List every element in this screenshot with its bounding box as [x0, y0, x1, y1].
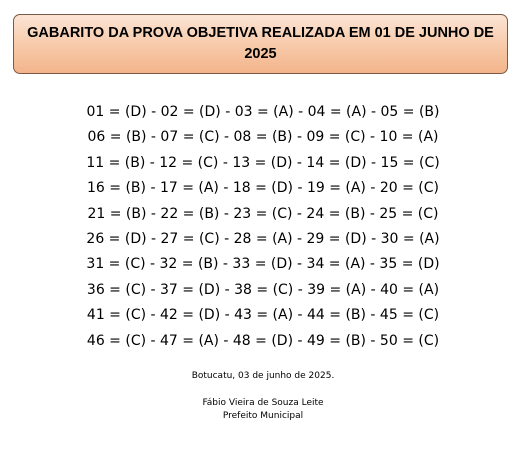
answer-key-list: [0, 100, 526, 354]
page-title: GABARITO DA PROVA OBJETIVA REALIZADA EM 01 DE JUNHO DE 2025: [27, 25, 494, 62]
place-date: Botucatu, 03 de junho de 2025.: [191, 371, 335, 381]
answer-row-46-50: 46 = (C) - 47 = (A) - 48 = (D) - 49 = (B) - 50 = (C): [86, 332, 440, 349]
answer-row-01-05: 01 = (D) - 02 = (D) - 03 = (A) - 04 = (A) - 05 = (B): [86, 104, 440, 120]
answer-row-21-25: 21 = (B) - 22 = (B) - 23 = (C) - 24 = (B) - 25 = (C): [87, 205, 439, 222]
answer-row-11-15: 11 = (B) - 12 = (C) - 13 = (D) - 14 = (D) - 15 = (C): [86, 154, 440, 171]
answer-row-31-35: 31 = (C) - 32 = (B) - 33 = (D) - 34 = (A) - 35 = (D): [86, 256, 440, 273]
answer-row-06-10: 06 = (B) - 07 = (C) - 08 = (B) - 09 = (C) - 10 = (A): [87, 129, 439, 146]
signer-name: Fábio Vieira de Souza Leite: [202, 398, 324, 408]
answer-row-41-45: 41 = (C) - 42 = (D) - 43 = (A) - 44 = (B) - 45 = (C): [86, 307, 440, 324]
answer-row-26-30: 26 = (D) - 27 = (C) - 28 = (A) - 29 = (D) - 30 = (A): [86, 230, 440, 247]
signer-role: Prefeito Municipal: [222, 411, 304, 421]
answer-row-16-20: 16 = (B) - 17 = (A) - 18 = (D) - 19 = (A) - 20 = (C): [87, 180, 439, 197]
header-box: [13, 14, 508, 74]
answer-row-36-40: 36 = (C) - 37 = (D) - 38 = (C) - 39 = (A) - 40 = (A): [86, 281, 440, 298]
